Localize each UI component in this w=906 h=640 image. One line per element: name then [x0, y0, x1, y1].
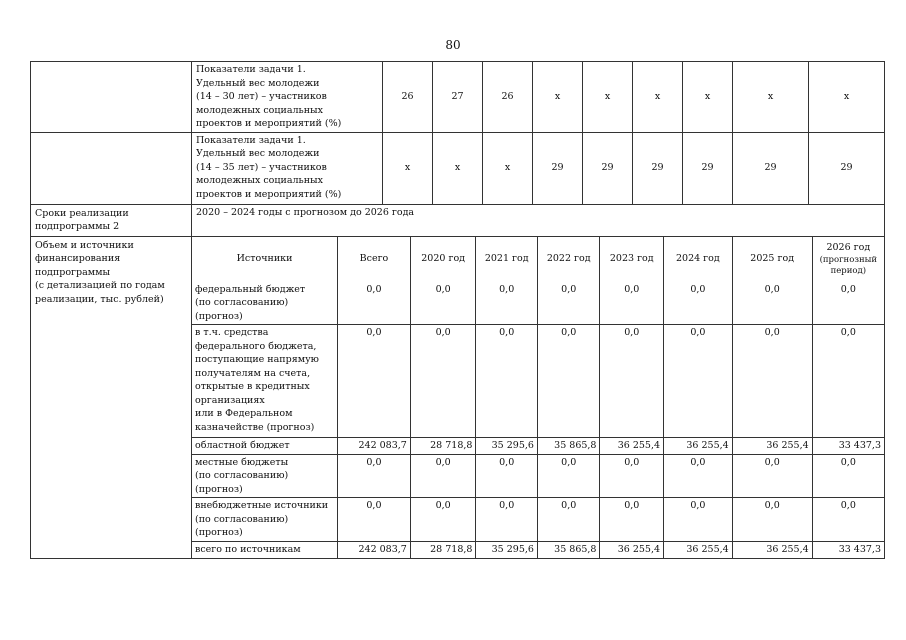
financing-row-item [192, 325, 884, 438]
financing-value: 242 083,7 [338, 438, 411, 455]
header-year-forecast [812, 237, 884, 282]
header-year-2026: 2026 год [826, 242, 871, 254]
financing-value: 0,0 [338, 282, 411, 325]
indicator-empty-cell [31, 62, 192, 133]
financing-value: 36 255,4 [600, 541, 664, 558]
financing-value: 0,0 [664, 454, 733, 498]
financing-value: 33 437,3 [812, 438, 884, 455]
financing-row-item [192, 454, 884, 498]
financing-value: 0,0 [664, 325, 733, 438]
financing-source: внебюджетные источники (по согласованию) (прогноз) [192, 498, 338, 542]
financing-value: 35 865,8 [537, 438, 600, 455]
header-year: 2023 год [600, 237, 664, 282]
indicator-value: x [633, 62, 683, 133]
header-year: 2021 год [476, 237, 538, 282]
header-total: Всего [338, 237, 411, 282]
page-number: 80 [445, 38, 461, 52]
financing-header-row [192, 237, 884, 282]
header-year: 2025 год [732, 237, 812, 282]
indicator-value: x [683, 62, 733, 133]
financing-row-item [192, 541, 884, 558]
indicator-value: 26 [483, 62, 533, 133]
header-forecast-note: (прогнозный период) [819, 254, 878, 276]
financing-value: 28 718,8 [410, 438, 476, 455]
indicator-value: 27 [433, 62, 483, 133]
financing-value: 35 865,8 [537, 541, 600, 558]
indicator-value: 29 [733, 132, 809, 204]
indicator-value: 29 [633, 132, 683, 204]
indicator-value: 29 [533, 132, 583, 204]
financing-value: 0,0 [338, 325, 411, 438]
indicator-value: 29 [583, 132, 633, 204]
financing-value: 0,0 [600, 498, 664, 542]
financing-value: 0,0 [537, 454, 600, 498]
financing-value: 35 295,6 [476, 438, 538, 455]
financing-value: 36 255,4 [732, 541, 812, 558]
indicator-value: x [809, 62, 885, 133]
indicator-row-2 [31, 132, 885, 204]
financing-value: 35 295,6 [476, 541, 538, 558]
financing-source: областной бюджет [192, 438, 338, 455]
financing-body [192, 282, 884, 559]
financing-value: 0,0 [664, 282, 733, 325]
financing-table [192, 237, 884, 559]
financing-value: 0,0 [410, 454, 476, 498]
indicator-value: x [733, 62, 809, 133]
financing-value: 0,0 [600, 454, 664, 498]
financing-value: 0,0 [338, 454, 411, 498]
financing-value: 0,0 [537, 282, 600, 325]
financing-value: 0,0 [812, 325, 884, 438]
financing-value: 0,0 [476, 454, 538, 498]
financing-value: 28 718,8 [410, 541, 476, 558]
financing-row-item [192, 282, 884, 325]
financing-row-item [192, 438, 884, 455]
financing-value: 36 255,4 [664, 541, 733, 558]
financing-value: 242 083,7 [338, 541, 411, 558]
financing-value: 0,0 [812, 282, 884, 325]
financing-source: местные бюджеты (по согласованию) (прогноз) [192, 454, 338, 498]
indicator-value: x [433, 132, 483, 204]
financing-value: 0,0 [537, 325, 600, 438]
indicator-value: 26 [383, 62, 433, 133]
header-sources: Источники [192, 237, 338, 282]
financing-value: 0,0 [664, 498, 733, 542]
financing-value: 0,0 [410, 325, 476, 438]
financing-value: 0,0 [812, 498, 884, 542]
financing-label: Объем и источники финансирования подпрограммы (с детализацией по годам реализации, тыс. рублей) [31, 236, 192, 559]
financing-value: 0,0 [476, 498, 538, 542]
indicator-label: Показатели задачи 1. Удельный вес молодежи (14 – 35 лет) – участников молодежных социальных проектов и мероприятий (%) [192, 132, 383, 204]
financing-cell [192, 236, 885, 559]
financing-value: 0,0 [410, 282, 476, 325]
passport-table [30, 61, 885, 559]
header-year: 2020 год [410, 237, 476, 282]
financing-value: 0,0 [812, 454, 884, 498]
header-year: 2024 год [664, 237, 733, 282]
financing-value: 0,0 [410, 498, 476, 542]
financing-row [31, 236, 885, 559]
indicator-value: x [533, 62, 583, 133]
financing-value: 0,0 [476, 282, 538, 325]
timeline-row [31, 204, 885, 236]
indicator-value: 29 [683, 132, 733, 204]
financing-value: 33 437,3 [812, 541, 884, 558]
financing-value: 36 255,4 [664, 438, 733, 455]
indicator-row-1 [31, 62, 885, 133]
financing-source: федеральный бюджет (по согласованию) (прогноз) [192, 282, 338, 325]
financing-value: 0,0 [537, 498, 600, 542]
financing-value: 0,0 [732, 282, 812, 325]
indicator-value: x [583, 62, 633, 133]
financing-value: 0,0 [600, 325, 664, 438]
financing-value: 0,0 [338, 498, 411, 542]
financing-source: всего по источникам [192, 541, 338, 558]
financing-value: 0,0 [732, 498, 812, 542]
financing-source: в т.ч. средства федерального бюджета, поступающие напрямую получателям на счета, открытые в кредитных организациях или в Федеральном казначействе (прогноз) [192, 325, 338, 438]
financing-value: 36 255,4 [732, 438, 812, 455]
header-year: 2022 год [537, 237, 600, 282]
financing-value: 0,0 [732, 454, 812, 498]
indicator-value: x [383, 132, 433, 204]
indicator-empty-cell [31, 132, 192, 204]
indicator-label: Показатели задачи 1. Удельный вес молодежи (14 – 30 лет) – участников молодежных социальных проектов и мероприятий (%) [192, 62, 383, 133]
financing-row-item [192, 498, 884, 542]
indicator-value: x [483, 132, 533, 204]
timeline-value: 2020 – 2024 годы с прогнозом до 2026 года [192, 204, 885, 236]
financing-value: 36 255,4 [600, 438, 664, 455]
financing-value: 0,0 [600, 282, 664, 325]
financing-value: 0,0 [732, 325, 812, 438]
indicator-value: 29 [809, 132, 885, 204]
timeline-label: Сроки реализации подпрограммы 2 [31, 204, 192, 236]
financing-value: 0,0 [476, 325, 538, 438]
